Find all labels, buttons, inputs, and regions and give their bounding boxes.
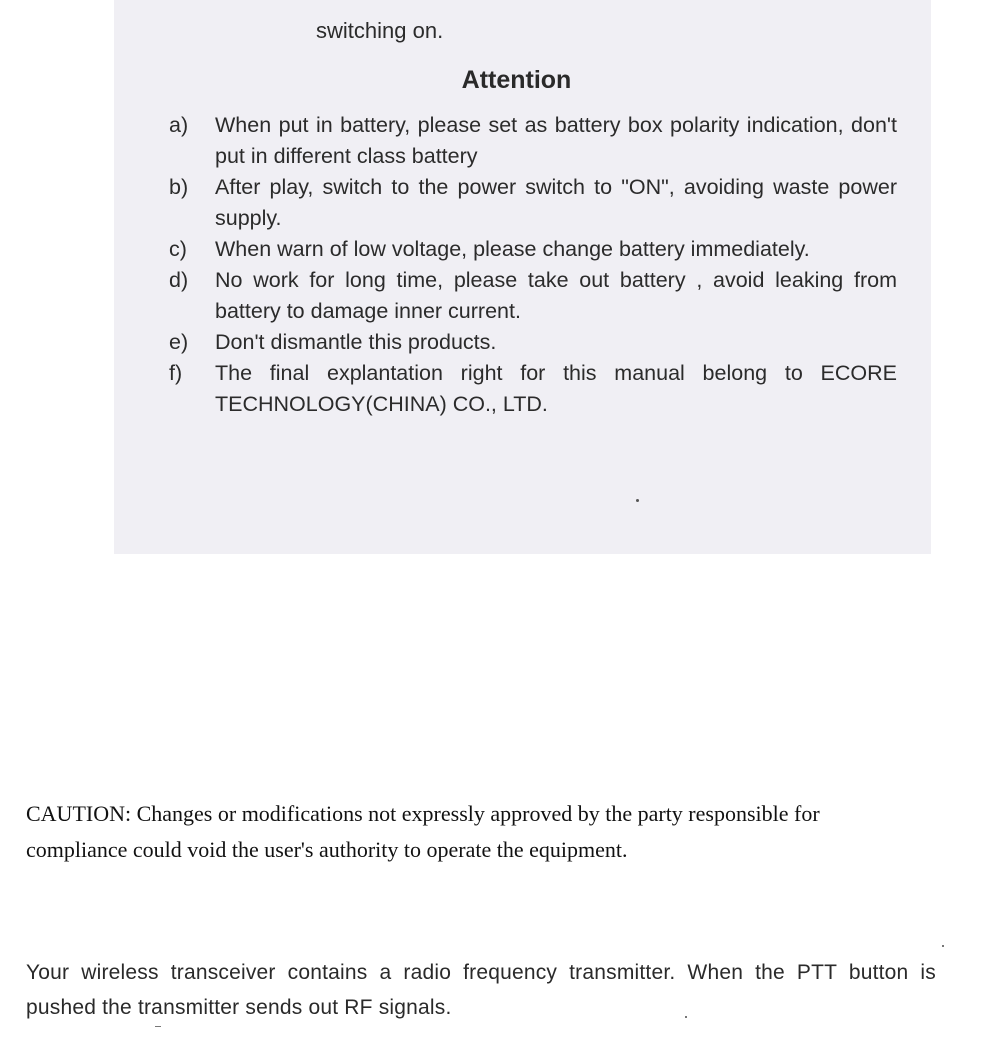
list-item-text: After play, switch to the power switch to "ON", avoiding waste power supply. <box>215 175 897 230</box>
list-item <box>169 358 897 420</box>
rf-notice-paragraph: Your wireless transceiver contains a radio frequency transmitter. When the PTT button is pushed the transmitter sends out RF signals. <box>26 961 936 1019</box>
list-marker: d) <box>169 268 189 292</box>
list-item <box>169 234 897 265</box>
list-item-text: When warn of low voltage, please change battery immediately. <box>215 237 810 261</box>
list-item-text: The final explantation right for this manual belong to ECORE TECHNOLOGY(CHINA) CO., LTD. <box>215 361 897 416</box>
attention-list <box>169 110 897 420</box>
list-item <box>169 172 897 234</box>
list-marker: c) <box>169 237 187 261</box>
list-marker: e) <box>169 330 189 354</box>
manual-scan-panel <box>114 0 931 554</box>
list-marker: a) <box>169 113 189 137</box>
caution-paragraph: CAUTION: Changes or modifications not expressly approved by the party responsible for compliance could void the user's authority to operate the equipment. <box>26 801 820 862</box>
scan-dot <box>155 1026 161 1027</box>
list-item <box>169 110 897 172</box>
attention-heading: Attention <box>461 66 572 94</box>
list-item-text: No work for long time, please take out battery , avoid leaking from battery to damage inner current. <box>215 268 897 323</box>
scan-dot <box>685 1016 687 1018</box>
continued-text: switching on. <box>316 18 444 43</box>
list-item-text: Don't dismantle this products. <box>215 330 497 354</box>
scan-dot <box>942 945 944 947</box>
list-item <box>169 265 897 327</box>
list-marker: f) <box>169 361 183 385</box>
list-marker: b) <box>169 175 189 199</box>
scan-speck <box>636 499 639 502</box>
list-item <box>169 327 897 358</box>
list-item-text: When put in battery, please set as battery box polarity indication, don't put in different class battery <box>215 113 897 168</box>
